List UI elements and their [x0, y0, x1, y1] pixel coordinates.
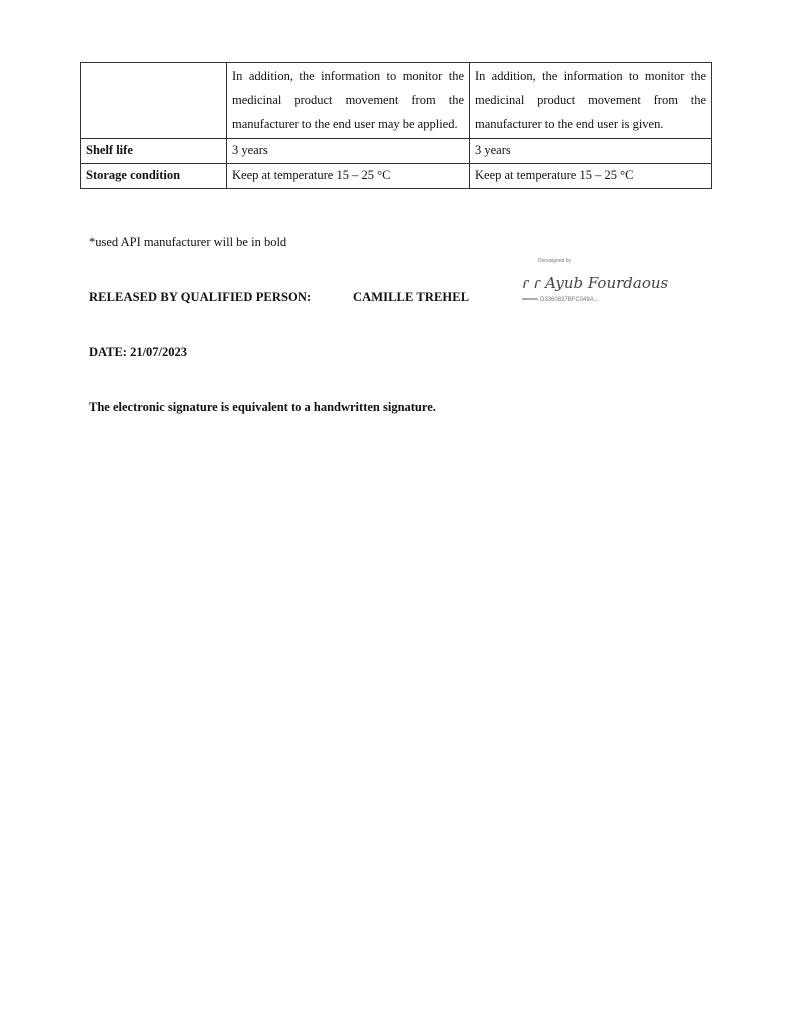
- table-cell: 3 years: [227, 139, 470, 164]
- footnote: *used API manufacturer will be in bold: [89, 235, 287, 249]
- electronic-signature: [518, 256, 668, 306]
- svg-text:ɾ ɾ Ayub Fourdaous: ɾ ɾ Ayub Fourdaous: [522, 274, 668, 292]
- table-row: [81, 139, 712, 164]
- table-cell: In addition, the information to monitor the medicinal product movement from the manufacturer to the end user is given.: [470, 63, 712, 139]
- release-label: RELEASED BY QUALIFIED PERSON:: [89, 290, 312, 304]
- table-cell: In addition, the information to monitor the medicinal product movement from the manufacturer to the end user may be applied.: [227, 63, 470, 139]
- svg-text:Docusigned by: Docusigned by: [538, 258, 572, 264]
- specification-table: [80, 62, 712, 189]
- row-label: Shelf life: [81, 139, 227, 164]
- table-row: [81, 63, 712, 139]
- table-row: [81, 164, 712, 189]
- release-line: [89, 290, 470, 305]
- svg-text:D3360837BFC049A...: D3360837BFC049A...: [540, 297, 599, 303]
- table-cell: Keep at temperature 15 – 25 °C: [470, 164, 712, 189]
- esignature-statement: The electronic signature is equivalent to a handwritten signature.: [89, 400, 436, 414]
- row-label: Storage condition: [81, 164, 227, 189]
- qualified-person-name: CAMILLE TREHEL: [353, 290, 470, 304]
- release-date: DATE: 21/07/2023: [89, 345, 188, 359]
- table-cell: 3 years: [470, 139, 712, 164]
- row-label: [81, 63, 227, 139]
- table-cell: Keep at temperature 15 – 25 °C: [227, 164, 470, 189]
